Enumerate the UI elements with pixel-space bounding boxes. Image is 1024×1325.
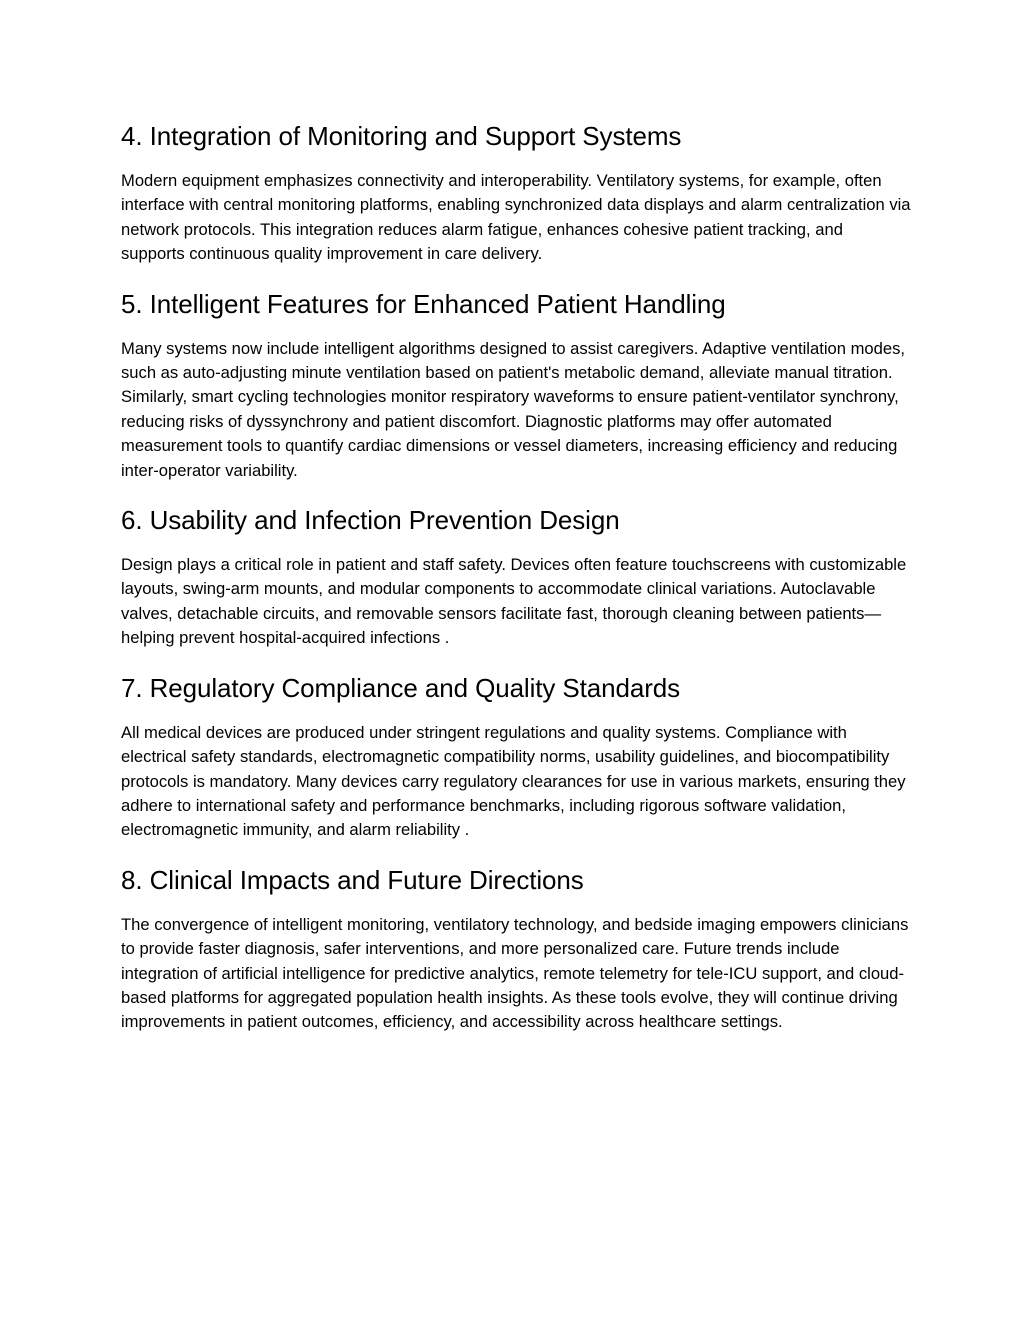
document-page bbox=[121, 119, 911, 1055]
section-paragraph: The convergence of intelligent monitoring, ventilatory technology, and bedside imaging empowers clinicians to provide faster diagnosis, safer interventions, and more personalized care. Future trends include integration of artificial intelligence for predictive analytics, remote telemetry for tele‑ICU support, and cloud-based platforms for aggregated population health insights. As these tools evolve, they will continue driving improvements in patient outcomes, efficiency, and accessibility across healthcare settings. bbox=[121, 914, 909, 1032]
section-paragraph: Modern equipment emphasizes connectivity and interoperability. Ventilatory systems, for example, often interface with central monitoring platforms, enabling synchronized data displays and alarm centralization via network protocols. This integration reduces alarm fatigue, enhances cohesive patient tracking, and supports continuous quality improvement in care delivery. bbox=[121, 171, 911, 264]
section-heading: 8. Clinical Impacts and Future Directions bbox=[121, 864, 584, 895]
section-paragraph: All medical devices are produced under stringent regulations and quality systems. Compliance with electrical safety standards, electromagnetic compatibility norms, usability guidelines, and biocompatibility protocols is mandatory. Many devices carry regulatory clearances for use in various markets, ensuring they adhere to international safety and performance benchmarks, including rigorous software validation, electromagnetic immunity, and alarm reliability . bbox=[121, 722, 906, 840]
section-heading: 4. Integration of Monitoring and Support Systems bbox=[121, 121, 682, 151]
section-heading: 6. Usability and Infection Prevention Design bbox=[121, 505, 620, 536]
section-paragraph: Many systems now include intelligent algorithms designed to assist caregivers. Adaptive ventilation modes, such as auto-adjusting minute ventilation based on patient's metabolic demand, alleviate manual titration. Similarly, smart cycling technologies monitor respiratory waveforms to ensure patient‑ventilator synchrony, reducing risks of dyssynchrony and patient discomfort. Diagnostic platforms may offer automated measurement tools to quantify cardiac dimensions or vessel diameters, increasing efficiency and reducing inter‑operator variability. bbox=[121, 338, 905, 480]
section-intelligent-features bbox=[121, 287, 911, 483]
section-integration bbox=[121, 119, 911, 267]
section-heading: 5. Intelligent Features for Enhanced Patient Handling bbox=[121, 288, 726, 319]
section-usability bbox=[121, 503, 911, 651]
section-paragraph: Design plays a critical role in patient and staff safety. Devices often feature touchscreens with customizable layouts, swing‑arm mounts, and modular components to accommodate clinical variations. Autoclavable valves, detachable circuits, and removable sensors facilitate fast, thorough cleaning between patients—helping prevent hospital-acquired infections . bbox=[121, 555, 907, 648]
section-regulatory bbox=[121, 671, 911, 843]
section-clinical-impacts bbox=[121, 863, 911, 1035]
section-heading: 7. Regulatory Compliance and Quality Standards bbox=[121, 672, 681, 703]
